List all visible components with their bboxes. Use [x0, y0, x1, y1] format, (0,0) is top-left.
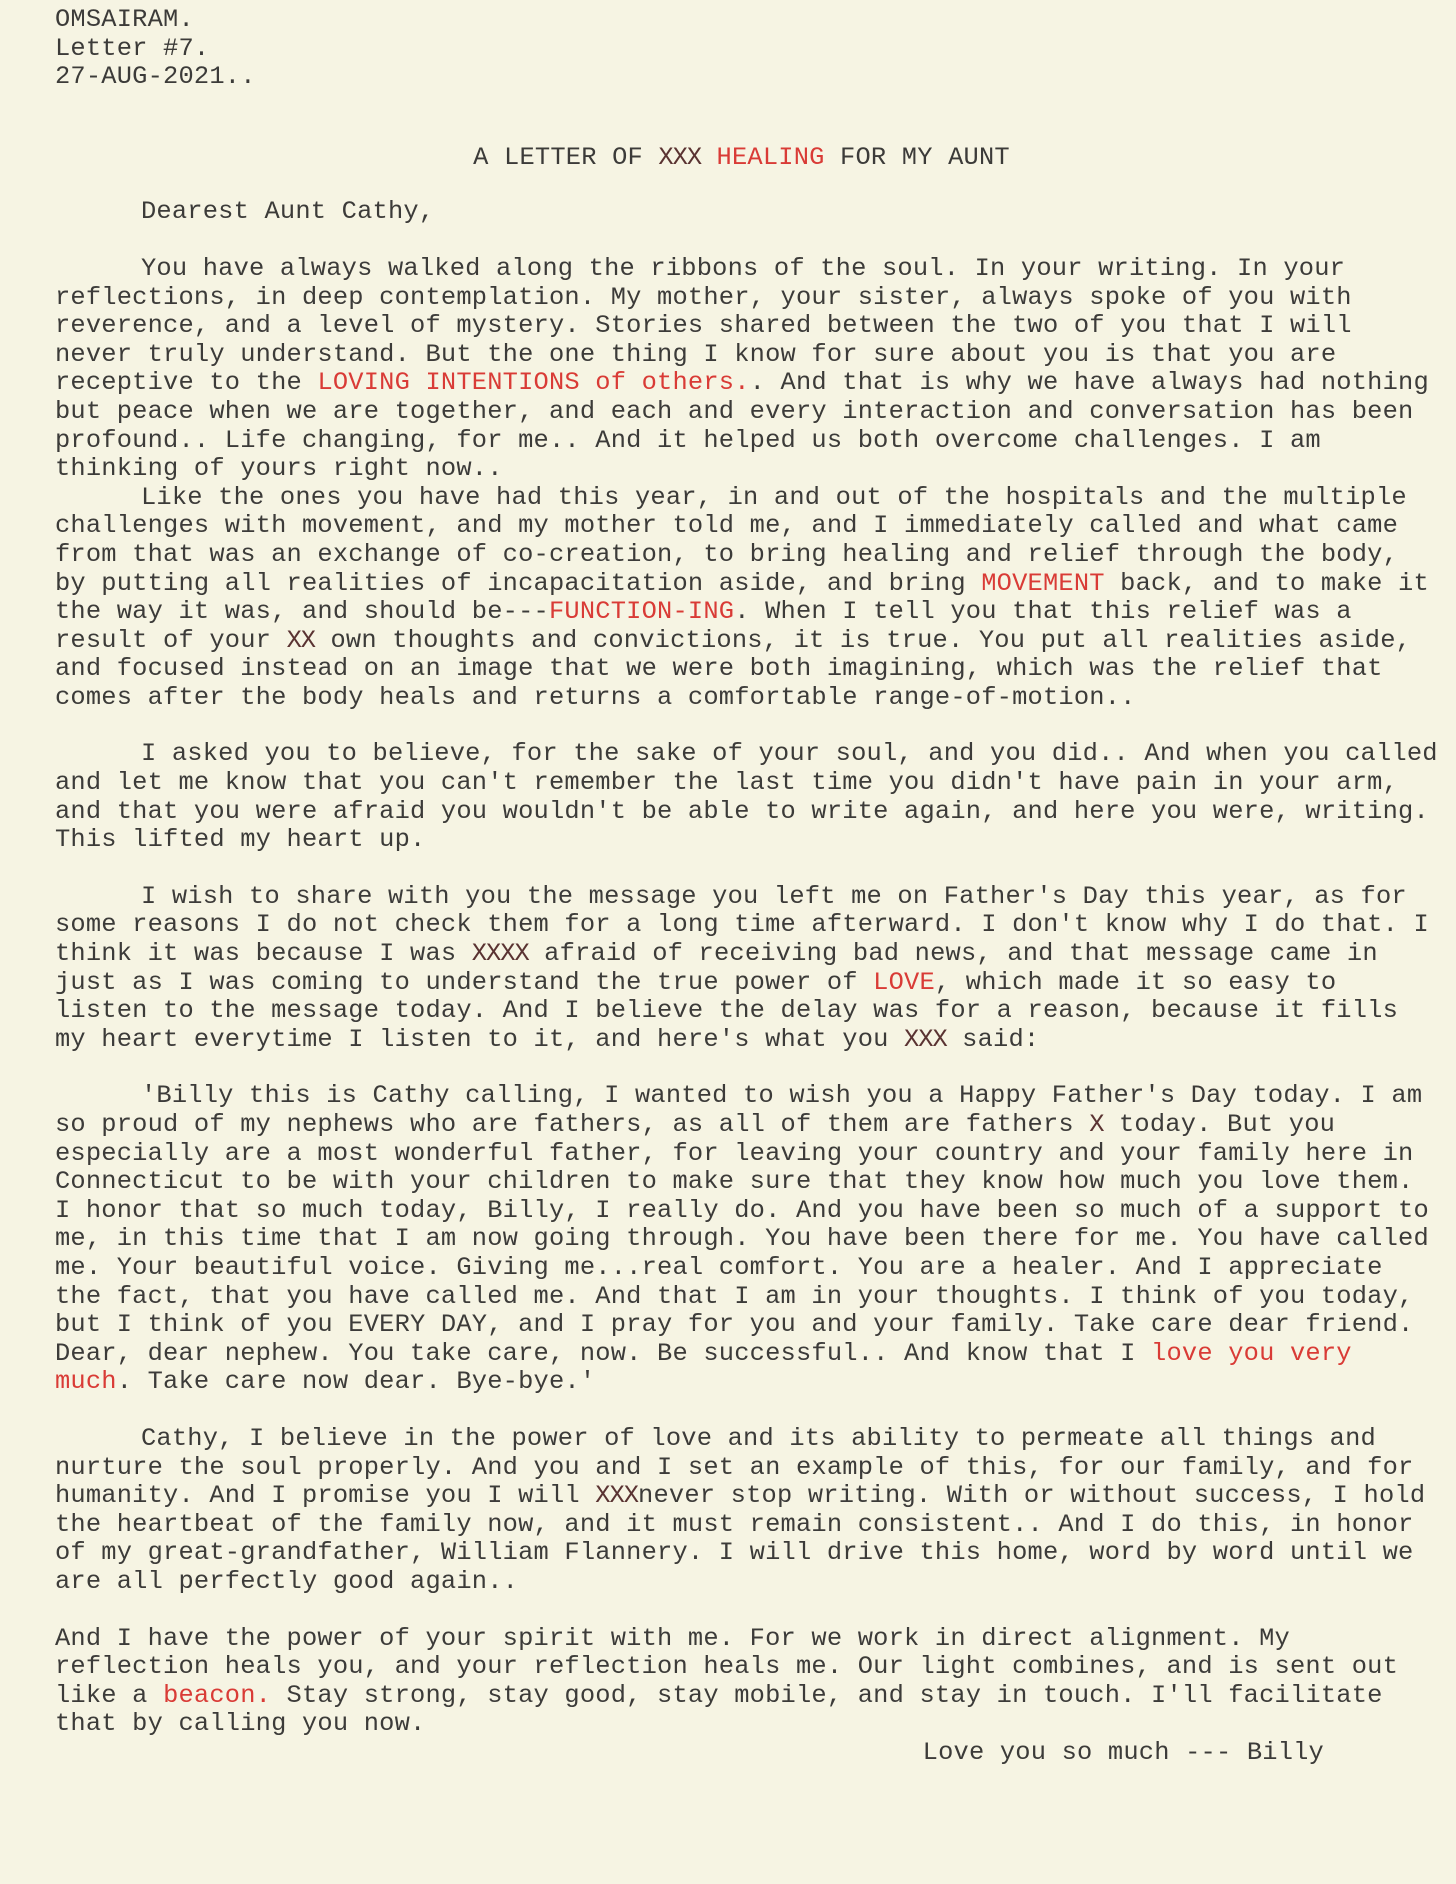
p1-red-text: LOVING INTENTIONS of others.: [317, 368, 750, 398]
p5-text-a: 'Billy this is Cathy calling, I wanted to wish you a Happy Father's Day today. I am so proud of my nephews who are fathers, as all of them are fathers: [55, 1081, 1423, 1139]
title-part-1: A LETTER OF: [473, 142, 659, 172]
p6-text-a: Cathy, I believe in the power of love and its ability to permeate all things and nurture the soul properly. And you and I set an example of this, for our family, and for humanity. And I promise you I will: [55, 1423, 1414, 1511]
paragraph-5-quote: [55, 1082, 1442, 1397]
title-red: HEALING: [701, 142, 825, 172]
p5-red-text: love you very much: [55, 1338, 1352, 1397]
p1-text-b: . And that is why we have always had nothing but peace when we are together, and each and every interaction and conversation has been profound.. Life changing, for me.. And it helped us both overcome challenges. I am thinking of yours right now..: [55, 368, 1429, 484]
p5-struck: X: [1089, 1110, 1104, 1139]
p2-text-b: back, and to make it the way it was, and should be---: [55, 568, 1429, 627]
salutation: Dearest Aunt Cathy,: [141, 197, 435, 227]
paragraph-3: I asked you to believe, for the sake of your soul, and you did.. And when you called and let me know that you can't remember the last time you didn't have pain in your arm, and that you were afraid you wouldn't be able to write again, and here you were, writing. This lifted my heart up.: [55, 739, 1438, 855]
p7-text-a: And I have the power of your spirit with me. For we work in direct alignment. My reflection heals you, and your reflection heals me. Our light combines, and is sent out like a: [55, 1623, 1399, 1710]
paragraph-4: [55, 883, 1442, 1055]
p4-struck-1: XXXX: [471, 939, 529, 969]
letter-header: [55, 6, 1442, 92]
paragraph-2: [55, 484, 1442, 713]
p5-text-c: . Take care now dear. Bye-bye.': [116, 1367, 596, 1397]
p4-struck-2: XXX: [904, 1024, 947, 1054]
p4-text-d: said:: [946, 1024, 1040, 1054]
p4-text-c: , which made it so easy to listen to the message today. And I believe the delay was for a reason, because it fills my heart everytime I listen to it, and here's what you: [55, 967, 1399, 1054]
letter-title: [41, 144, 1442, 173]
p2-struck: XX: [286, 625, 316, 655]
p4-text-b: afraid of receiving bad news, and that message came in just as I was coming to understand the true power of: [55, 939, 1378, 997]
p1-text-a: You have always walked along the ribbons of the soul. In your writing. In your reflections, in deep contemplation. My mother, your sister, always spoke of you with reverence, and a level of mystery. Stories shared between the two of you that I will never truly understand. But the one thing I know for sure about you is that you are receptive to the: [55, 253, 1352, 398]
p7-red-text: beacon.: [163, 1680, 272, 1710]
p6-text-b: never stop writing. With or without success, I hold the heartbeat of the family now, and it must remain consistent.. And I do this, in honor of my great-grandfather, William Flannery. I will drive this home, word by word until we are all perfectly good again..: [55, 1481, 1426, 1596]
paragraph-7: [55, 1625, 1442, 1739]
p6-struck: XXX: [595, 1481, 639, 1511]
title-struck: XXX: [658, 142, 702, 172]
header-line-1: OMSAIRAM.: [55, 5, 194, 34]
signoff: Love you so much --- Billy: [922, 1737, 1324, 1767]
title-part-2: FOR MY AUNT: [824, 142, 1010, 172]
p4-text-a: I wish to share with you the message you left me on Father's Day this year, as for some reasons I do not check them for a long time afterward. I don't know why I do that. I think it was because I was: [55, 881, 1429, 969]
header-line-3: 27-AUG-2021..: [55, 62, 256, 92]
p2-red-text-2: FUNCTION-ING: [548, 597, 735, 627]
p2-text-a: Like the ones you have had this year, in and out of the hospitals and the multiple challenges with movement, and my mother told me, and I immediately called and what came from that was an exchange of co-creation, to bring healing and relief through the body, by putting all realities of incapacitation aside, and bring: [55, 482, 1407, 598]
paragraph-6: [55, 1425, 1442, 1597]
p5-text-b: today. But you especially are a most wonderful father, for leaving your country and your family here in Connecticut to be with your children to make sure that they know how much you love them. I honor that so much today, Billy, I really do. And you have been so much of a support to me, in this time that I am now going through. You have been there for me. You have called me. Your beautiful voice. Giving me...real comfort. You are a healer. And I appreciate the fact, that you have called me. And that I am in your thoughts. I think of you today, but I think of you EVERY DAY, and I pray for you and your family. Take care dear friend. Dear, dear nephew. You take care, now. Be successful.. And know that I: [55, 1110, 1429, 1368]
p7-text-b: Stay strong, stay good, stay mobile, and stay in touch. I'll facilitate that by calling you now.: [55, 1680, 1383, 1739]
paragraph-1: [55, 255, 1442, 484]
p2-text-c: . When I tell you that this relief was a result of your: [55, 597, 1352, 655]
header-line-2: Letter #7.: [55, 33, 210, 63]
p4-red-text: LOVE: [873, 967, 935, 997]
p2-red-text-1: MOVEMENT: [981, 568, 1105, 598]
p2-text-d: own thoughts and convictions, it is true. You put all realities aside, and focused instead on an image that we were both imagining, which was the relief that comes after the body heals and returns a comfortable range-of-motion..: [55, 625, 1412, 712]
